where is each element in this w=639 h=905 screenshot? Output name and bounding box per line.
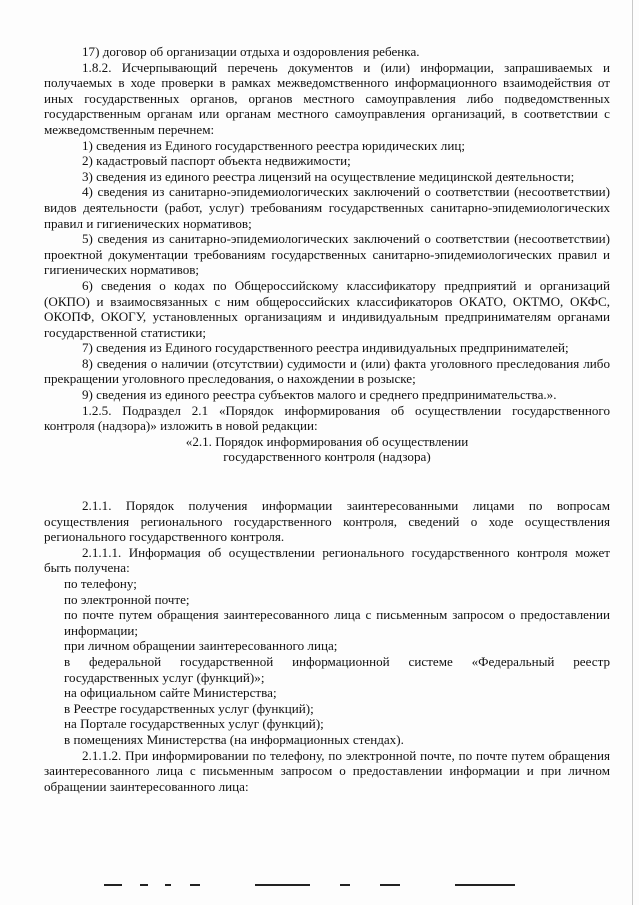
list-item-3: 3) сведения из единого реестра лицензий на осуществление медицинской деятельности;: [82, 168, 575, 184]
channel-item-federal-registry: в федеральной государственной информационной системе «Федеральный реестр государственных услуг (функций)»;: [64, 653, 610, 685]
paragraph-2-1-1-2: 2.1.1.2. При информировании по телефону, по электронной почте, по почте путем обращения заинтересованного лица с письменным запросом о предоставлении информации и при личном обращении заинтересованного лица:: [44, 747, 610, 794]
list-item-1: 1) сведения из Единого государственного реестра юридических лиц;: [82, 137, 465, 153]
channel-item-website: на официальном сайте Министерства;: [64, 685, 277, 701]
list-item-7: 7) сведения из Единого государственного реестра индивидуальных предпринимателей;: [82, 340, 569, 356]
channel-item-registry: в Реестре государственных услуг (функций);: [64, 700, 314, 716]
scan-mark: [255, 884, 310, 886]
channel-item-personal: при личном обращении заинтересованного лица;: [64, 638, 338, 654]
scan-mark: [455, 884, 515, 886]
document-body: [44, 44, 610, 794]
channel-item-phone: по телефону;: [64, 576, 137, 591]
channel-item-email: по электронной почте;: [64, 591, 190, 607]
paragraph-1-8-2: 1.8.2. Исчерпывающий перечень документов и (или) информации, запрашиваемых и получаемых в ходе проверки в рамках межведомственного информационного взаимодействия от иных государственных органов, органов местного самоуправления либо подведомственных государственным органам или органам местного самоуправления организаций, в соответствии с межведомственным перечнем:: [44, 59, 610, 137]
scan-mark: [380, 884, 400, 886]
scan-mark: [104, 884, 122, 886]
list-item-5: 5) сведения из санитарно-эпидемиологических заключений о соответствии (несоответствии) проектной документации требованиям государственных санитарно-эпидемиологических правил и гигиенических нормативов;: [44, 231, 610, 278]
page-edge-line: [632, 0, 633, 905]
scan-mark: [140, 884, 148, 886]
scan-mark: [165, 884, 171, 886]
channel-item-stands: в помещениях Министерства (на информационных стендах).: [64, 731, 404, 747]
scan-artifact-marks: [0, 884, 639, 890]
scan-mark: [340, 884, 350, 886]
list-item-9: 9) сведения из единого реестра субъектов малого и среднего предпринимательства.».: [82, 387, 557, 403]
section-heading-line1: «2.1. Порядок информирования об осуществлении: [185, 433, 469, 449]
paragraph-2-1-1-1: 2.1.1.1. Информация об осуществлении регионального государственного контроля может быть получена:: [44, 544, 610, 576]
paragraph-2-1-1: 2.1.1. Порядок получения информации заинтересованными лицами по вопросам осуществления регионального государственного контроля, сведений о ходе осуществления регионального государственного контроля.: [44, 498, 610, 545]
list-item-4: 4) сведения из санитарно-эпидемиологических заключений о соответствии (несоответствии) видов деятельности (работ, услуг) требованиям государственных санитарно-эпидемиологических правил и гигиенических нормативов;: [44, 184, 610, 231]
spacer: [44, 465, 610, 498]
paragraph-1-2-5: 1.2.5. Подраздел 2.1 «Порядок информирования об осуществлении государственного контроля (надзора)» изложить в новой редакции:: [44, 402, 610, 434]
list-item-8: 8) сведения о наличии (отсутствии) судимости и (или) факта уголовного преследования либо прекращении уголовного преследования, о нахождении в розыске;: [44, 355, 610, 387]
scan-mark: [190, 884, 200, 886]
list-item-6: 6) сведения о кодах по Общероссийскому классификатору предприятий и организаций (ОКПО) и взаимосвязанных с ним общероссийских классификаторов ОКАТО, ОКТМО, ОКФС, ОКОПФ, ОКОГУ, установленных организациям и индивидуальным предпринимателям органами государственной статистики;: [44, 277, 610, 340]
section-heading-line2: государственного контроля (надзора): [223, 449, 431, 465]
list-item-2: 2) кадастровый паспорт объекта недвижимости;: [82, 153, 351, 169]
channel-item-portal: на Портале государственных услуг (функций);: [64, 716, 324, 732]
paragraph-17-contract: 17) договор об организации отдыха и оздоровления ребенка.: [82, 44, 420, 59]
channel-item-mail: по почте путем обращения заинтересованного лица с письменным запросом о предоставлении информации;: [64, 607, 610, 638]
